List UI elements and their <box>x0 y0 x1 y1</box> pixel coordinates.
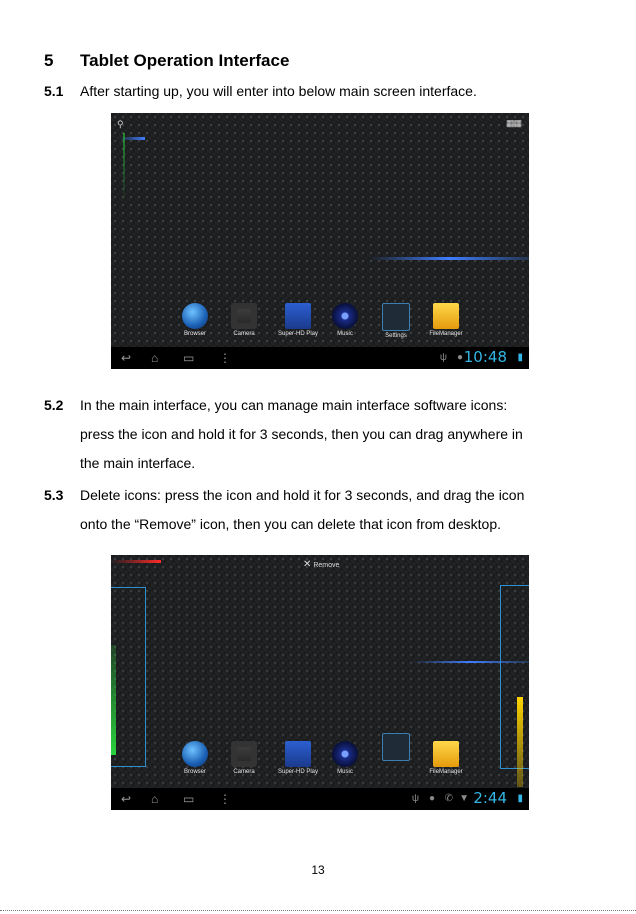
app-label: Settings <box>385 333 407 339</box>
paragraph-line: onto the “Remove” icon, then you can delete that icon from desktop. <box>80 516 502 532</box>
recent-apps-icon[interactable]: ▭ <box>183 792 195 806</box>
search-icon: ⚲ <box>117 119 124 129</box>
battery-icon: ▮ <box>517 793 523 804</box>
folder-icon <box>433 741 459 767</box>
globe-icon <box>182 741 208 767</box>
system-bar <box>111 788 529 810</box>
paragraph-line: Delete icons: press the icon and hold it for 3 seconds, and drag the icon <box>80 487 525 503</box>
battery-icon: ▮ <box>517 352 523 363</box>
close-icon: ✕ <box>303 559 312 570</box>
settings-sliders-icon <box>382 303 410 331</box>
home-icon[interactable]: ⌂ <box>151 792 159 806</box>
glow-trail <box>411 661 529 663</box>
footer-divider <box>0 910 636 911</box>
paragraph-line: the main interface. <box>80 455 196 471</box>
paragraph-line: press the icon and hold it for 3 seconds, then you can drag anywhere in <box>80 426 523 442</box>
page-number: 13 <box>311 863 325 877</box>
speaker-icon <box>332 303 358 329</box>
app-label: Music <box>337 769 353 775</box>
paragraph-line: In the main interface, you can manage main interface software icons: <box>80 397 508 413</box>
wifi-icon: ▼ <box>459 793 469 804</box>
menu-icon[interactable]: ⋮ <box>219 351 231 365</box>
clock: 2:44 <box>473 789 507 807</box>
folder-icon <box>433 303 459 329</box>
android-debug-icon: ● <box>456 352 463 363</box>
app-camera[interactable] <box>214 303 274 337</box>
recent-apps-icon[interactable]: ▭ <box>183 351 195 365</box>
section-heading <box>44 51 289 71</box>
remove-screen-screenshot <box>111 555 529 810</box>
glow-trail <box>369 257 529 260</box>
glow-trail <box>111 560 161 563</box>
settings-sliders-icon <box>382 733 410 761</box>
app-filemanager[interactable] <box>416 303 476 337</box>
right-page-frame <box>500 585 529 769</box>
phone-icon: ✆ <box>444 793 453 804</box>
home-icon[interactable]: ⌂ <box>151 351 159 365</box>
app-camera[interactable] <box>214 741 274 775</box>
menu-icon[interactable]: ⋮ <box>219 792 231 806</box>
all-apps-icon: ▦▦ <box>505 118 521 128</box>
camera-icon <box>231 741 257 767</box>
section-title: Tablet Operation Interface <box>80 51 290 70</box>
app-label: Browser <box>183 331 206 337</box>
main-screen-screenshot <box>111 113 529 369</box>
left-page-frame <box>111 587 146 767</box>
paragraph-line: After starting up, you will enter into below main screen interface. <box>80 83 477 99</box>
clock: 10:48 <box>463 348 507 366</box>
paragraph-number: 5.3 <box>44 487 64 503</box>
app-label: Camera <box>233 769 255 775</box>
app-label: Super-HD Play <box>277 769 318 775</box>
camera-icon <box>231 303 257 329</box>
app-label: Browser <box>183 769 206 775</box>
app-filemanager[interactable] <box>416 741 476 775</box>
clapperboard-icon <box>285 741 311 767</box>
app-label: Super-HD Play <box>277 331 318 337</box>
glow-trail <box>111 645 116 755</box>
glow-trail <box>123 133 125 203</box>
app-label: FileManager <box>429 331 463 337</box>
section-number: 5 <box>44 51 54 70</box>
back-icon[interactable]: ↩ <box>121 351 132 365</box>
usb-icon: ψ <box>411 793 419 804</box>
clapperboard-icon <box>285 303 311 329</box>
app-label: FileManager <box>429 769 463 775</box>
android-debug-icon: ● <box>428 793 435 804</box>
remove-target[interactable] <box>303 559 339 570</box>
app-label: Camera <box>233 331 255 337</box>
paragraph-number: 5.2 <box>44 397 64 413</box>
system-bar <box>111 347 529 369</box>
speaker-icon <box>332 741 358 767</box>
paragraph-number: 5.1 <box>44 83 64 99</box>
app-label: Music <box>337 331 353 337</box>
globe-icon <box>182 303 208 329</box>
back-icon[interactable]: ↩ <box>121 792 132 806</box>
remove-label: Remove <box>313 562 340 569</box>
usb-icon: ψ <box>439 352 447 363</box>
glow-trail <box>517 697 523 787</box>
